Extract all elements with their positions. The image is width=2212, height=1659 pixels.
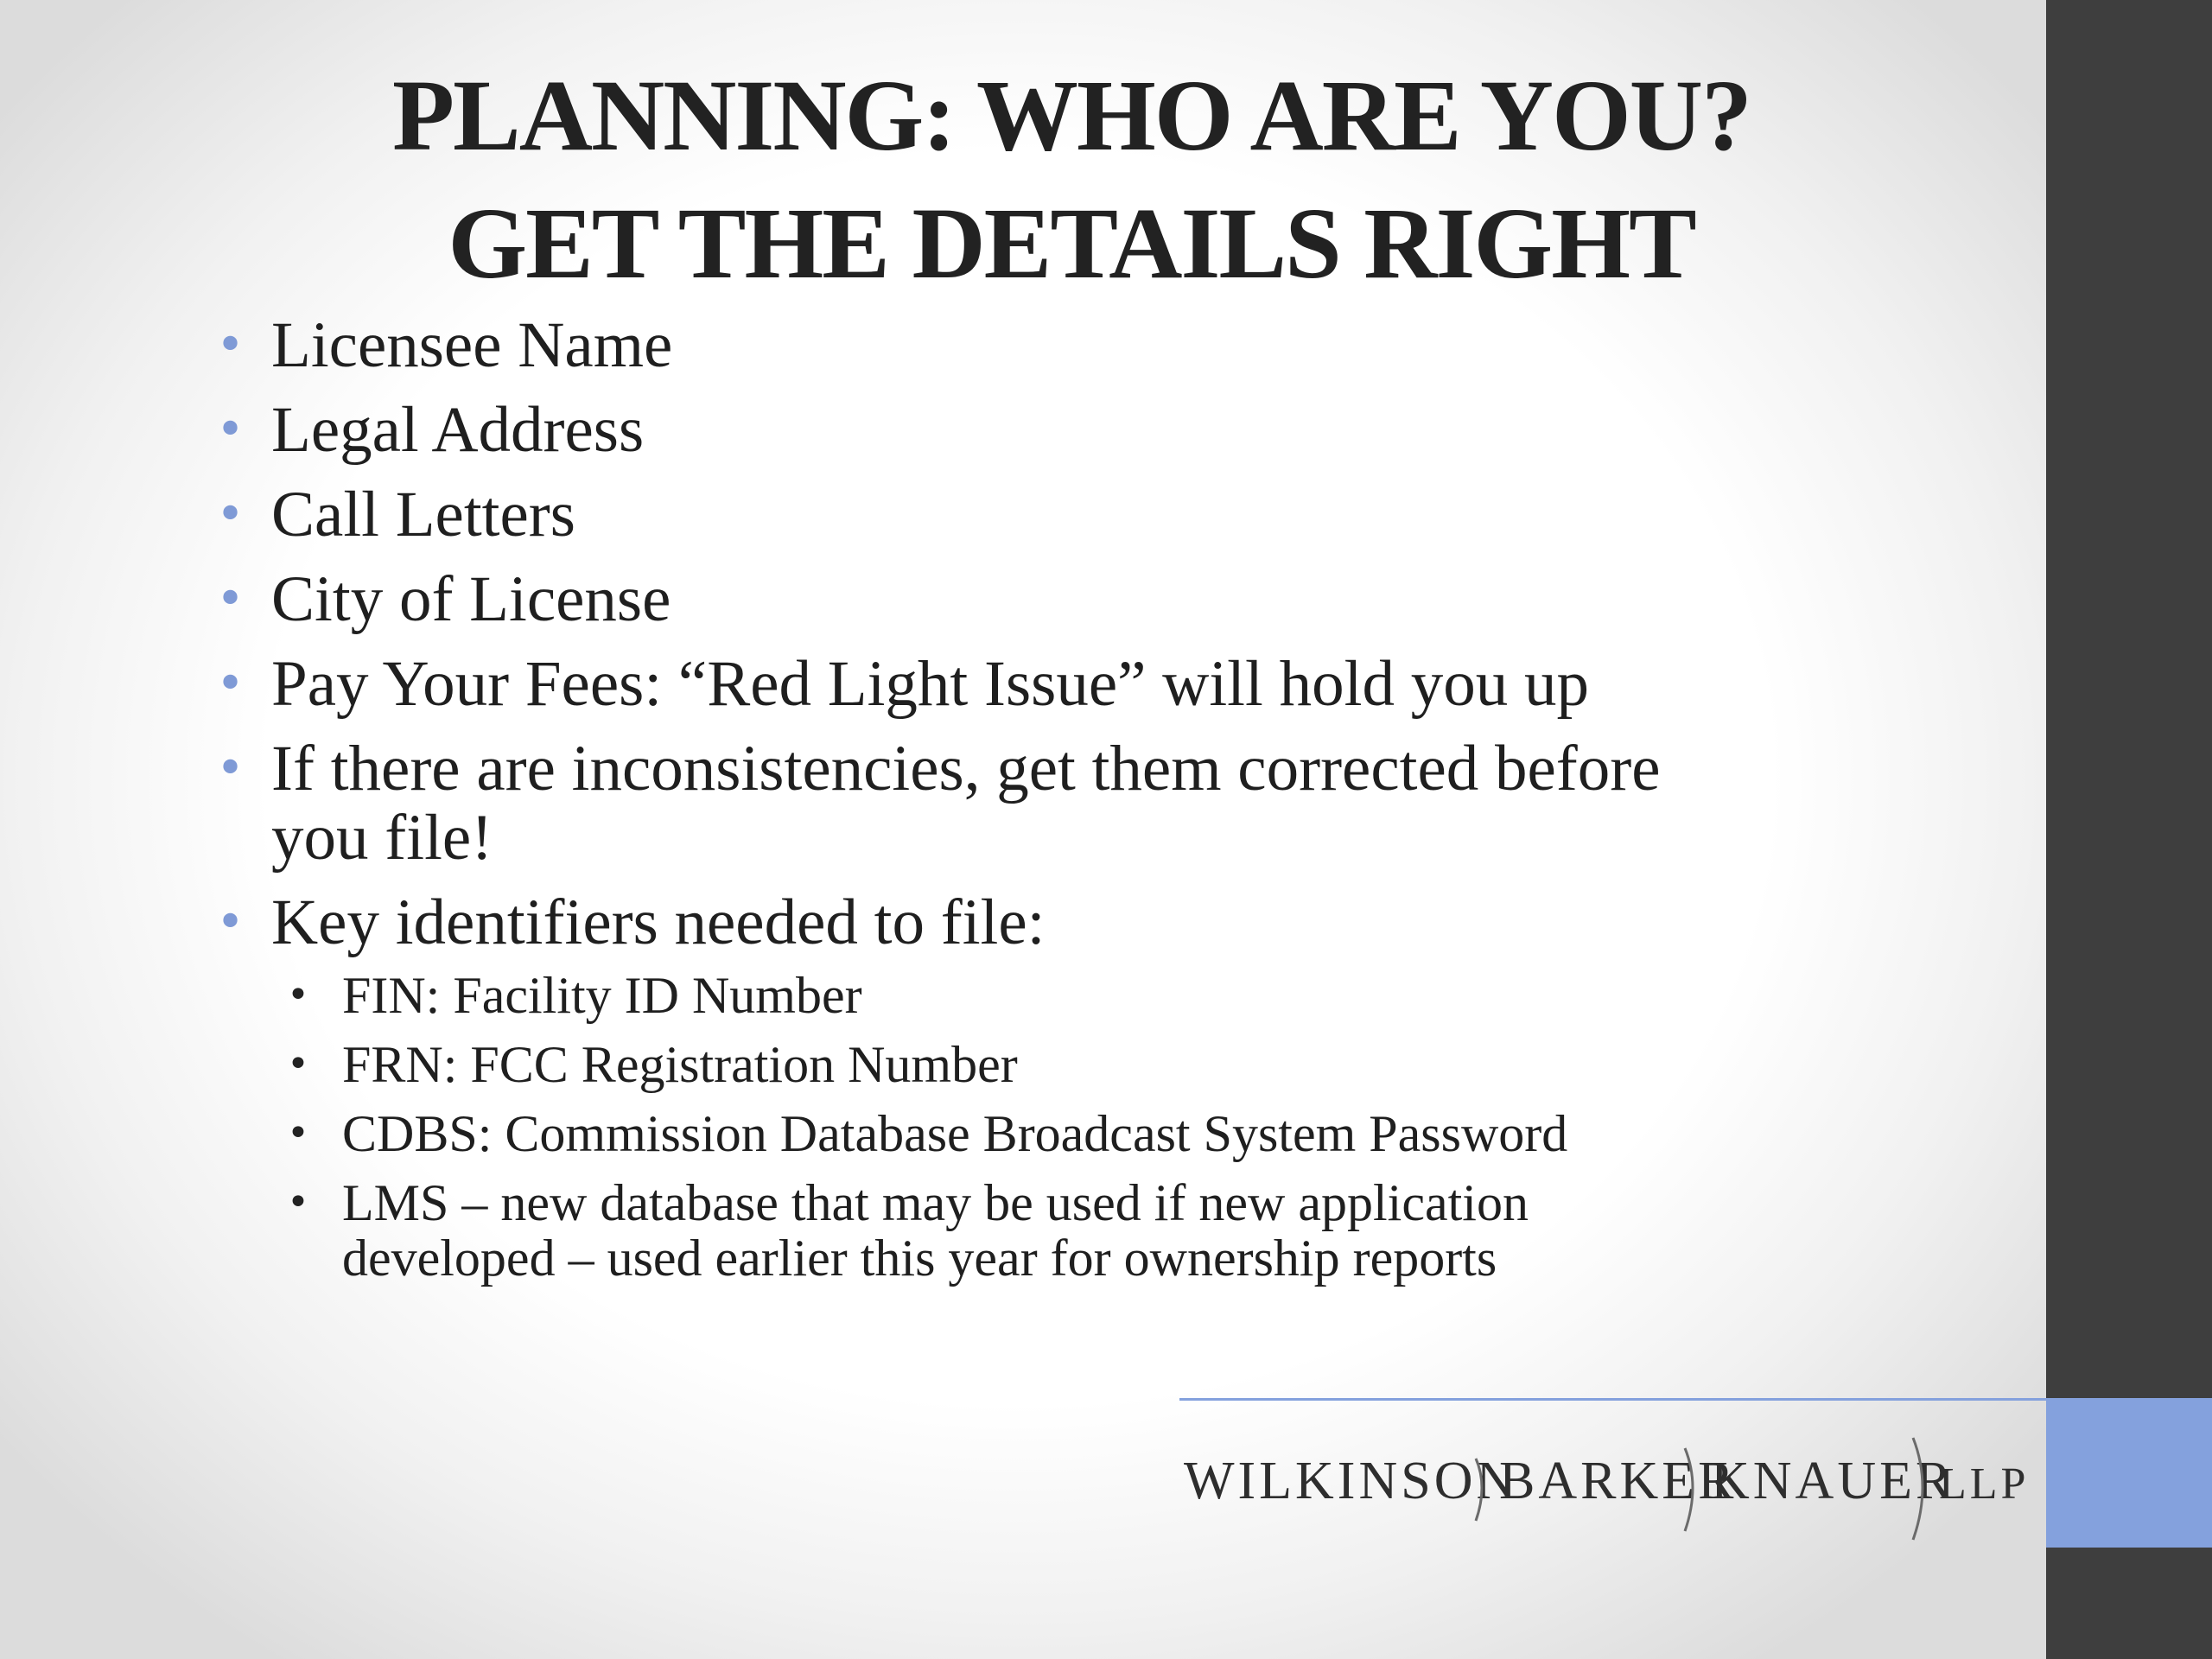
bullet-dot-icon: • xyxy=(216,894,245,950)
sub-bullet-dot-icon: • xyxy=(287,1111,309,1155)
bullet-text: Legal Address xyxy=(271,394,645,466)
bullet-item xyxy=(214,396,1994,465)
sub-bullet-item xyxy=(214,1175,1754,1286)
bullet-item xyxy=(214,734,1671,873)
title-line-1: PLANNING: WHO ARE YOU? xyxy=(391,59,1751,172)
bullet-text: City of License xyxy=(271,563,671,635)
bullet-item xyxy=(214,480,1994,550)
sub-bullet-text: FRN: FCC Registration Number xyxy=(342,1036,1018,1093)
bullet-text: Key identifiers needed to file: xyxy=(271,887,1046,958)
bullet-dot-icon: • xyxy=(216,317,245,373)
bullet-dot-icon: • xyxy=(216,656,245,712)
bullet-item xyxy=(214,311,1994,380)
logo-part-wilkinson: WILKINSON xyxy=(1184,1452,1519,1510)
logo-part-knauer: KNAUER xyxy=(1711,1452,1955,1510)
bullet-list xyxy=(214,311,1994,1301)
bullet-dot-icon: • xyxy=(216,741,245,797)
bullet-text: Licensee Name xyxy=(271,309,673,381)
firm-logo xyxy=(1184,1417,2048,1547)
sub-bullet-item xyxy=(214,1106,1754,1161)
sub-bullet-text: CDBS: Commission Database Broadcast System Password xyxy=(342,1105,1568,1162)
logo-part-llp: LLP xyxy=(1939,1459,2030,1509)
sub-bullet-text: LMS – new database that may be used if new application developed – used earlier this year for ownership reports xyxy=(342,1174,1529,1287)
bullet-text: Pay Your Fees: “Red Light Issue” will hold you up xyxy=(271,648,1589,720)
bullet-text: If there are inconsistencies, get them corrected before you file! xyxy=(271,733,1661,874)
sub-bullet-list xyxy=(271,968,1994,1286)
sub-bullet-dot-icon: • xyxy=(287,1042,309,1086)
accent-block xyxy=(2046,1398,2212,1548)
sub-bullet-item xyxy=(214,1037,1754,1092)
bullet-item xyxy=(214,565,1994,634)
sub-bullet-dot-icon: • xyxy=(287,1180,309,1224)
bullet-dot-icon: • xyxy=(216,571,245,627)
bullet-item xyxy=(214,888,1994,1286)
bullet-text: Call Letters xyxy=(271,479,575,550)
slide-title xyxy=(216,52,1927,308)
accent-line xyxy=(1179,1398,2046,1401)
bullet-dot-icon: • xyxy=(216,402,245,458)
bullet-dot-icon: • xyxy=(216,486,245,543)
sub-bullet-dot-icon: • xyxy=(287,973,309,1017)
sub-bullet-text: FIN: Facility ID Number xyxy=(342,967,862,1024)
bullet-item xyxy=(214,650,1994,719)
logo-part-barker: BARKER xyxy=(1499,1452,1738,1510)
title-line-2: GET THE DETAILS RIGHT xyxy=(448,187,1695,300)
sub-bullet-item xyxy=(214,968,1754,1023)
